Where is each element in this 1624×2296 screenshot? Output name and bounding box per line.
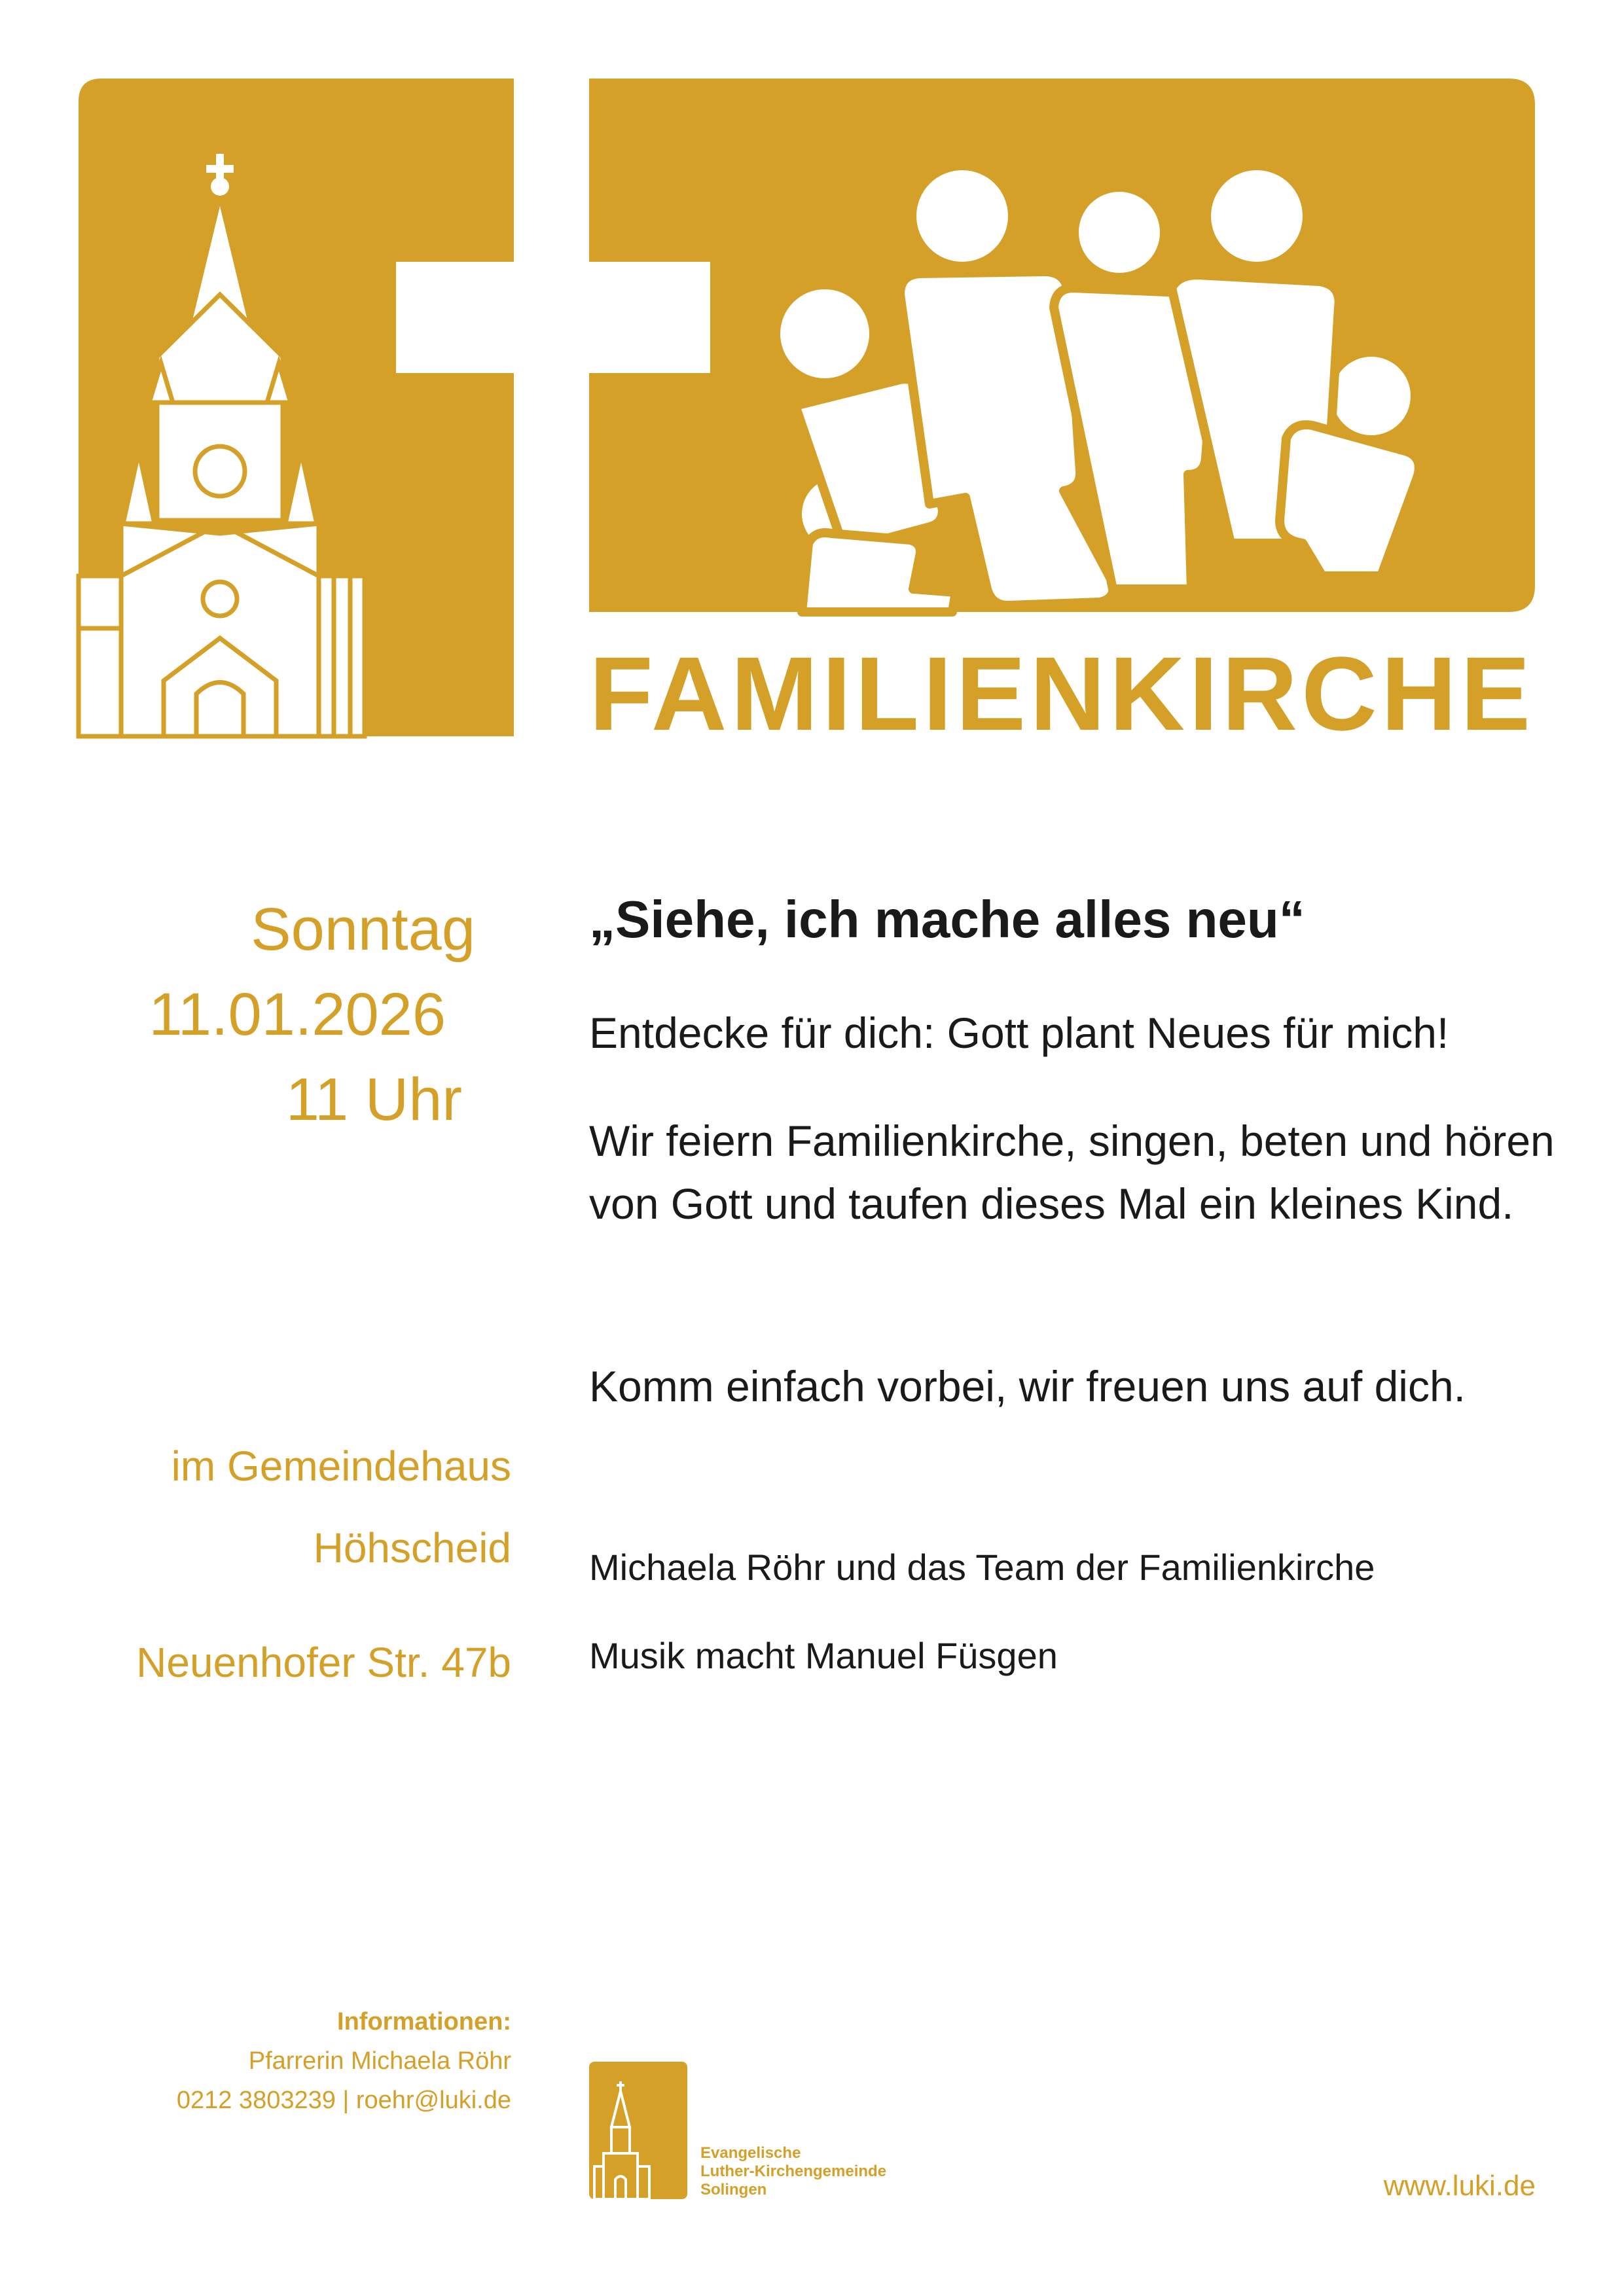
paragraph-description [589, 1109, 1555, 1235]
church-badge-icon [589, 2062, 687, 2199]
headline-quote: „Siehe, ich mache alles neu“ [589, 890, 1305, 948]
venue-line-2: Höhscheid [313, 1524, 511, 1571]
event-day: Sonntag [251, 896, 475, 963]
paragraph-description-line-2: von Gott und taufen dieses Mal ein kleines Kind. [589, 1179, 1514, 1228]
org-name-line-1: Evangelische [700, 2144, 801, 2162]
website-link[interactable]: www.luki.de [1383, 2170, 1536, 2202]
paragraph-invitation: Komm einfach vorbei, wir freuen uns auf dich. [589, 1362, 1466, 1410]
paragraph-description-line-1: Wir feiern Familienkirche, singen, beten und hören [589, 1117, 1555, 1165]
org-name-line-2: Luther-Kirchengemeinde [700, 2162, 887, 2180]
info-heading: Informationen: [337, 2008, 511, 2036]
cross-icon [396, 262, 710, 373]
team-credit: Michaela Röhr und das Team der Familienkirche [589, 1547, 1375, 1588]
logo-title: FAMILIENKIRCHE [589, 635, 1534, 752]
music-credit: Musik macht Manuel Füsgen [589, 1635, 1058, 1676]
event-date: 11.01.2026 [149, 981, 446, 1048]
paragraph-intro: Entdecke für dich: Gott plant Neues für mich! [589, 1009, 1449, 1057]
event-time: 11 Uhr [285, 1066, 462, 1133]
org-name-line-3: Solingen [700, 2181, 767, 2198]
info-contact-details: 0212 3803239 | roehr@luki.de [176, 2087, 511, 2114]
venue-line-1: im Gemeindehaus [171, 1443, 511, 1490]
info-contact-name: Pfarrerin Michaela Röhr [248, 2047, 511, 2075]
venue-address: Neuenhofer Str. 47b [136, 1639, 511, 1686]
